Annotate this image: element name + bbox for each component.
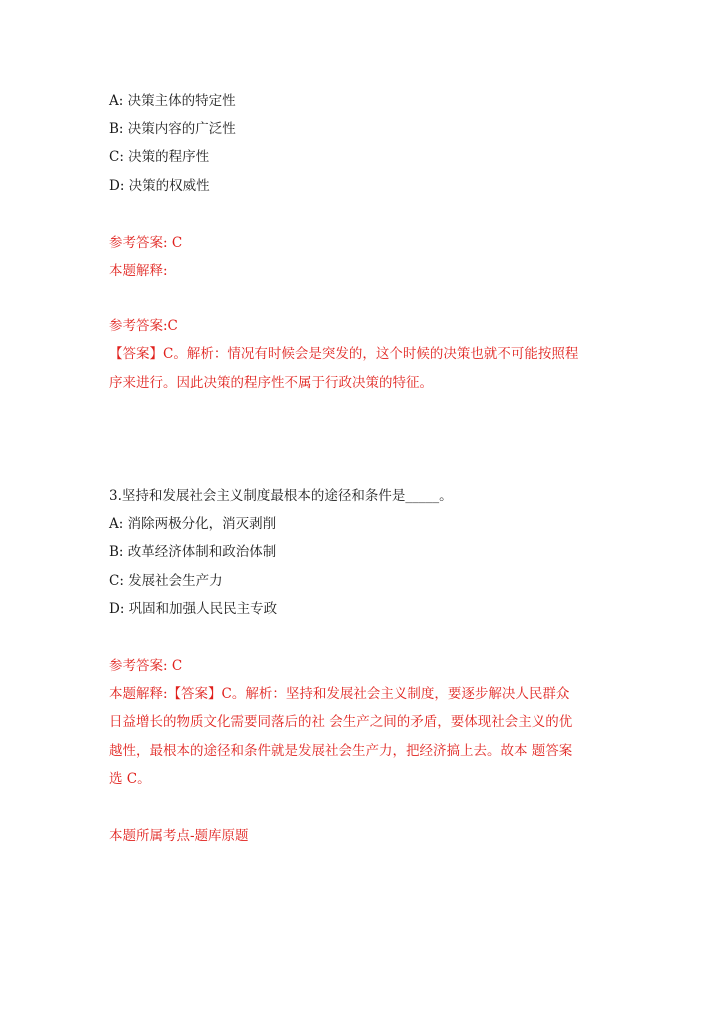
q3-option-c: C: 发展社会生产力	[109, 573, 223, 589]
q2-option-a: A: 决策主体的特定性	[109, 93, 236, 109]
q2-option-c: C: 决策的程序性	[109, 149, 210, 165]
q3-explanation-line-3: 越性，最根本的途径和条件就是发展社会生产力，把经济搞上去。故本 题答案	[109, 743, 573, 759]
q3-explanation-line-4: 选 C。	[109, 771, 151, 787]
q3-option-d: D: 巩固和加强人民民主专政	[109, 601, 278, 617]
q3-option-a: A: 消除两极分化，消灭剥削	[109, 516, 277, 532]
q2-option-d: D: 决策的权威性	[109, 178, 210, 194]
q3-question: 3.坚持和发展社会主义制度最根本的途径和条件是_____。	[109, 488, 453, 504]
q3-reference-answer: 参考答案: C	[109, 658, 183, 674]
q2-option-b: B: 决策内容的广泛性	[109, 121, 236, 137]
q2-reference-answer-2: 参考答案:C	[109, 318, 178, 334]
q3-option-b: B: 改革经济体制和政治体制	[109, 544, 277, 560]
q2-reference-answer: 参考答案: C	[109, 235, 183, 251]
q2-analysis-line-1: 【答案】C。解析：情况有时候会是突发的，这个时候的决策也就不可能按照程	[109, 346, 579, 362]
q3-knowledge-point: 本题所属考点-题库原题	[109, 828, 249, 844]
q2-explanation-label: 本题解释:	[109, 263, 168, 279]
q2-analysis-line-2: 序来进行。因此决策的程序性不属于行政决策的特征。	[109, 375, 433, 391]
q3-explanation-line-2: 日益增长的物质文化需要同落后的社 会生产之间的矛盾，要体现社会主义的优	[109, 714, 573, 730]
q3-explanation-line-1: 本题解释:【答案】C。解析：坚持和发展社会主义制度，要逐步解决人民群众	[109, 686, 570, 702]
